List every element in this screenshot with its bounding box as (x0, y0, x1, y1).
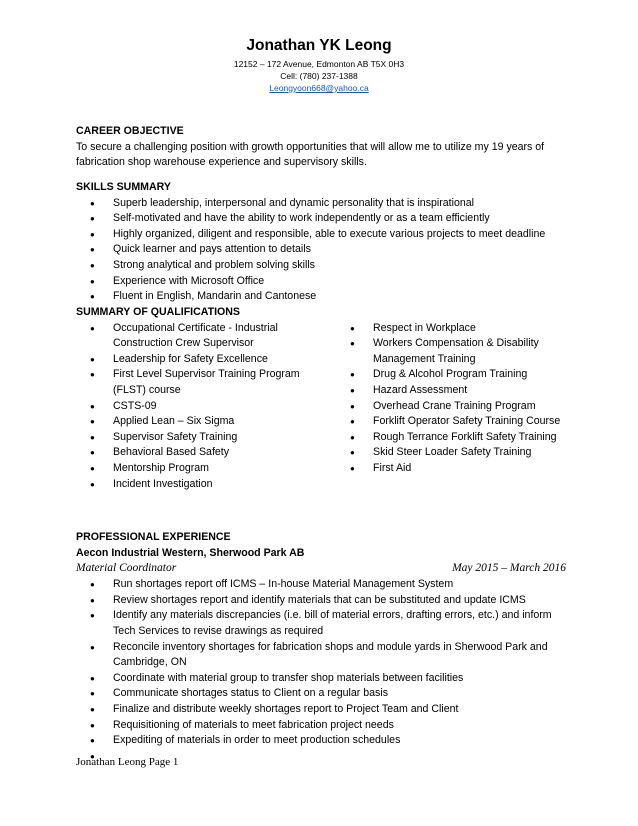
list-item: ● Workers Compensation & Disability Management Training (336, 336, 566, 367)
qualifications-section (76, 305, 566, 492)
career-objective-section (76, 124, 566, 171)
objective-text: To secure a challenging position with growth opportunities that will allow me to utilize my 19 years of fabrication shop warehouse experience and supervisory skills. (76, 140, 545, 169)
role-row (76, 561, 566, 577)
list-item: ● Self-motivated and have the ability to work independently or as a team efficiently (76, 211, 566, 227)
list-item: ● Forklift Operator Safety Training Course (336, 414, 566, 430)
phone: Cell: (780) 237-1388 (280, 71, 358, 81)
qualifications-left-column (76, 321, 336, 493)
list-item: ● Incident Investigation (76, 477, 336, 493)
company-name: Aecon Industrial Western, Sherwood Park AB (76, 546, 305, 559)
list-item: ● Respect in Workplace (336, 321, 566, 337)
address: 12152 – 172 Avenue, Edmonton AB T5X 0H3 (233, 59, 405, 69)
section-title-qualifications: SUMMARY OF QUALIFICATIONS (76, 306, 241, 318)
list-item: ● Reconcile inventory shortages for fabrication shops and module yards in Sherwood Park and Cambridge, ON (76, 640, 566, 671)
job-dates: May 2015 – March 2016 (452, 562, 566, 575)
job-title: Material Coordinator (76, 562, 177, 575)
list-item: ● Strong analytical and problem solving skills (76, 258, 566, 274)
list-item: ● Occupational Certificate - Industrial Construction Crew Supervisor (76, 321, 336, 352)
list-item: ● CSTS-09 (76, 399, 336, 415)
resume-header (0, 36, 638, 94)
list-item: ● Finalize and distribute weekly shortages report to Project Team and Client (76, 702, 566, 718)
list-item: ● Expediting of materials in order to meet production schedules (76, 733, 566, 749)
section-title-skills: SKILLS SUMMARY (76, 181, 171, 193)
experience-section (76, 530, 566, 764)
list-item: ● Overhead Crane Training Program (336, 399, 566, 415)
section-title-objective: CAREER OBJECTIVE (76, 125, 184, 137)
list-item: ● Hazard Assessment (336, 383, 566, 399)
list-item: ● Applied Lean – Six Sigma (76, 414, 336, 430)
list-item: ● Supervisor Safety Training (76, 430, 336, 446)
list-item: ● Identify any materials discrepancies (i.e. bill of material errors, drafting errors, etc.) and inform Tech Services to revise drawings as required (76, 608, 566, 639)
email-link[interactable]: Leongyoon668@yahoo.ca (269, 83, 369, 93)
list-item: ● Fluent in English, Mandarin and Cantonese (76, 289, 566, 305)
list-item: ● Communicate shortages status to Client on a regular basis (76, 686, 566, 702)
list-item: ● Requisitioning of materials to meet fabrication project needs (76, 718, 566, 734)
list-item: ● Highly organized, diligent and responsible, able to execute various projects to meet deadline (76, 227, 566, 243)
list-item: ● First Level Supervisor Training Program (FLST) course (76, 367, 336, 398)
page-footer: Jonathan Leong Page 1 (76, 756, 179, 768)
list-item: ● First Aid (336, 461, 566, 477)
list-item: ● Superb leadership, interpersonal and dynamic personality that is inspirational (76, 196, 566, 212)
list-item: ● Leadership for Safety Excellence (76, 352, 336, 368)
qualifications-right-column (336, 321, 566, 493)
section-title-experience: PROFESSIONAL EXPERIENCE (76, 531, 231, 543)
list-item: ● Rough Terrance Forklift Safety Training (336, 430, 566, 446)
list-item: ● Skid Steer Loader Safety Training (336, 445, 566, 461)
list-item: ● Behavioral Based Safety (76, 445, 336, 461)
list-item: ● Experience with Microsoft Office (76, 274, 566, 290)
list-item: ● Quick learner and pays attention to details (76, 242, 566, 258)
list-item: ● Mentorship Program (76, 461, 336, 477)
candidate-name: Jonathan YK Leong (246, 37, 392, 54)
list-item: ● Review shortages report and identify materials that can be substituted and update ICMS (76, 593, 566, 609)
list-item: ● Drug & Alcohol Program Training (336, 367, 566, 383)
skills-section (76, 180, 566, 305)
list-item: ● Coordinate with material group to transfer shop materials between facilities (76, 671, 566, 687)
list-item: ● Run shortages report off ICMS – In-house Material Management System (76, 577, 566, 593)
